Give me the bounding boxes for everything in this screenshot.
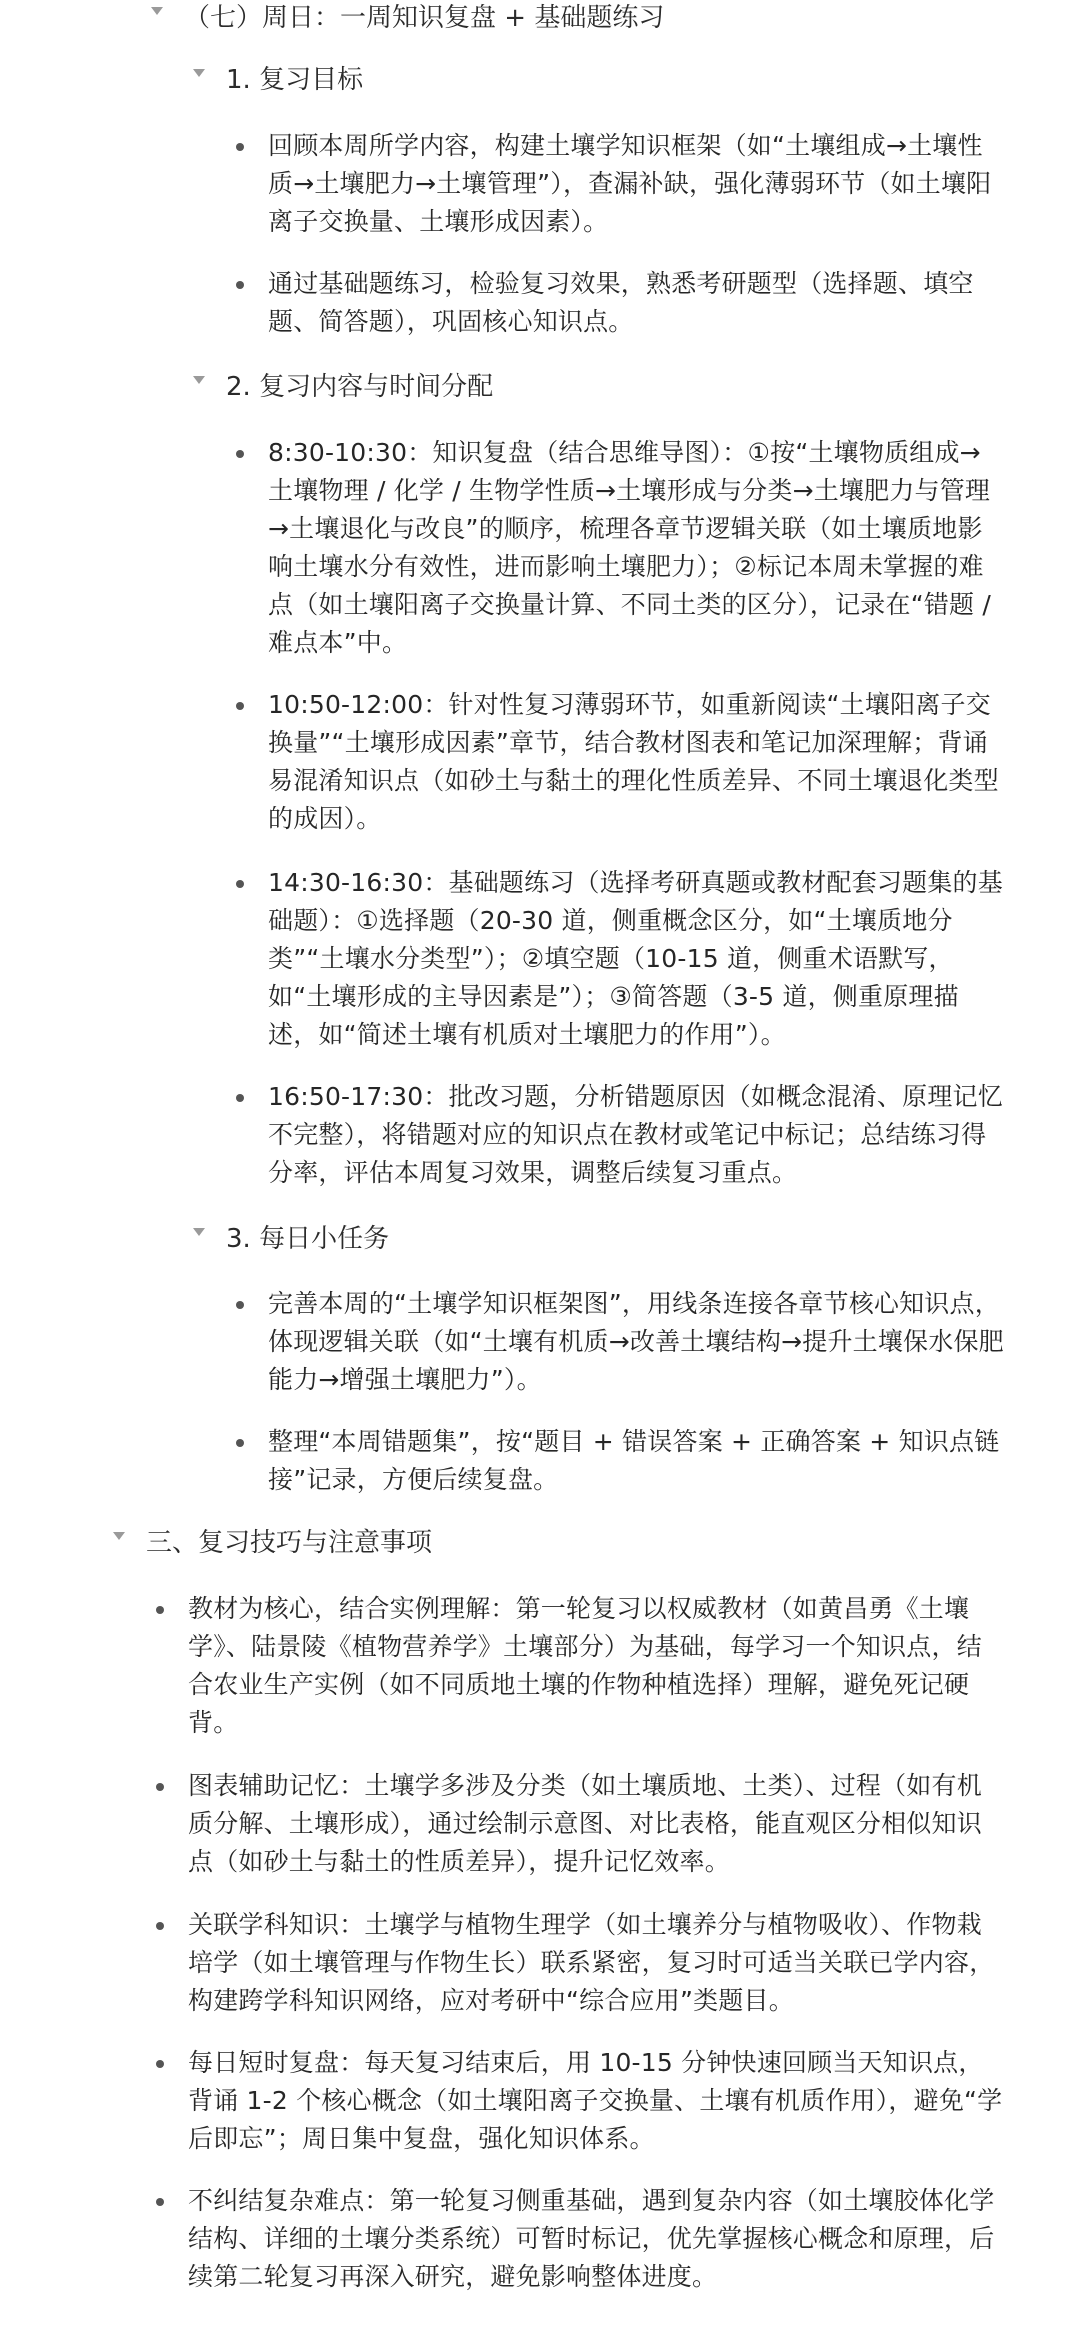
section-day7-header[interactable] xyxy=(148,0,664,38)
bullet-dot-icon xyxy=(236,702,244,710)
list-item-text: 回顾本周所学内容，构建土壤学知识框架（如“土壤组成→土壤性质→土壤肥力→土壤管理”），查漏补缺，强化薄弱环节（如土壤阳离子交换量、土壤形成因素）。 xyxy=(268,131,992,236)
list-item xyxy=(236,1078,1006,1192)
list-item xyxy=(236,434,1006,662)
bullet-dot-icon xyxy=(236,143,244,151)
list-item xyxy=(156,1767,1006,1881)
section-heading: （七）周日：一周知识复盘 + 基础题练习 xyxy=(184,3,665,33)
list-item xyxy=(236,686,1006,838)
list-item xyxy=(156,1590,1006,1742)
section-tips-header[interactable] xyxy=(110,1523,432,1563)
list-item-text: 10:50-12:00：针对性复习薄弱环节，如重新阅读“土壤阳离子交换量”“土壤形成因素”章节，结合教材图表和笔记加深理解；背诵易混淆知识点（如砂土与黏土的理化性质差异、不同土壤退化类型的成因）。 xyxy=(268,690,999,833)
list-item-text: 不纠结复杂难点：第一轮复习侧重基础，遇到复杂内容（如土壤胶体化学结构、详细的土壤分类系统）可暂时标记，优先掌握核心概念和原理，后续第二轮复习再深入研究，避免影响整体进度。 xyxy=(188,2186,995,2291)
bullet-dot-icon xyxy=(236,1301,244,1309)
list-item-text: 16:50-17:30：批改习题，分析错题原因（如概念混淆、原理记忆不完整），将错题对应的知识点在教材或笔记中标记；总结练习得分率，评估本周复习效果，调整后续复习重点。 xyxy=(268,1082,1003,1187)
list-item-text: 8:30-10:30：知识复盘（结合思维导图）：①按“土壤物质组成→土壤物理 / 化学 / 生物学性质→土壤形成与分类→土壤肥力与管理→土壤退化与改良”的顺序，梳理各章节逻辑关联（如土壤质地影响土壤水分有效性，进而影响土壤肥力）；②标记本周未掌握的难点（如土壤阳离子交换量计算、不同土类的区分），记录在“错题 / 难点本”中。 xyxy=(268,438,992,657)
list-item xyxy=(236,1285,1006,1399)
subsection-heading: 1. 复习目标 xyxy=(226,65,364,95)
bullet-dot-icon xyxy=(236,450,244,458)
bullet-dot-icon xyxy=(156,1606,164,1614)
list-item-text: 每日短时复盘：每天复习结束后，用 10-15 分钟快速回顾当天知识点，背诵 1-2 个核心概念（如土壤阳离子交换量、土壤有机质作用），避免“学后即忘”；周日集中复盘，强化知识体系。 xyxy=(188,2048,1003,2153)
list-item xyxy=(156,1906,1006,2020)
collapse-caret-icon[interactable] xyxy=(110,1523,128,1549)
bullet-dot-icon xyxy=(236,281,244,289)
list-item xyxy=(156,2044,1006,2158)
bullet-dot-icon xyxy=(156,1922,164,1930)
section-heading: 三、复习技巧与注意事项 xyxy=(146,1528,433,1558)
subsection-tasks-header[interactable] xyxy=(190,1219,389,1259)
subsection-heading: 2. 复习内容与时间分配 xyxy=(226,372,494,402)
bullet-dot-icon xyxy=(236,1439,244,1447)
list-item-text: 14:30-16:30：基础题练习（选择考研真题或教材配套习题集的基础题）：①选择题（20-30 道，侧重概念区分，如“土壤质地分类”“土壤水分类型”）；②填空题（10-15 道，侧重术语默写，如“土壤形成的主导因素是”）；③简答题（3-5 道，侧重原理描述，如“简述土壤有机质对土壤肥力的作用”）。 xyxy=(268,868,1003,1049)
bullet-dot-icon xyxy=(156,2198,164,2206)
list-item-text: 关联学科知识：土壤学与植物生理学（如土壤养分与植物吸收）、作物栽培学（如土壤管理与作物生长）联系紧密，复习时可适当关联已学内容，构建跨学科知识网络，应对考研中“综合应用”类题目。 xyxy=(188,1910,995,2015)
collapse-caret-icon[interactable] xyxy=(190,60,208,86)
list-item xyxy=(236,265,1006,341)
list-item xyxy=(236,127,1006,241)
collapse-caret-icon[interactable] xyxy=(190,367,208,393)
list-item xyxy=(236,1423,1006,1499)
list-item-text: 完善本周的“土壤学知识框架图”，用线条连接各章节核心知识点，体现逻辑关联（如“土壤有机质→改善土壤结构→提升土壤保水保肥能力→增强土壤肥力”）。 xyxy=(268,1289,1004,1394)
bullet-dot-icon xyxy=(156,1783,164,1791)
bullet-dot-icon xyxy=(156,2060,164,2068)
bullet-dot-icon xyxy=(236,880,244,888)
list-item xyxy=(156,2182,1006,2296)
collapse-caret-icon[interactable] xyxy=(190,1219,208,1245)
list-item-text: 整理“本周错题集”，按“题目 + 错误答案 + 正确答案 + 知识点链接”记录，方便后续复盘。 xyxy=(268,1427,1000,1494)
subsection-heading: 3. 每日小任务 xyxy=(226,1224,390,1254)
subsection-goal-header[interactable] xyxy=(190,60,363,100)
collapse-caret-icon[interactable] xyxy=(148,0,166,24)
subsection-schedule-header[interactable] xyxy=(190,367,493,407)
list-item-text: 图表辅助记忆：土壤学多涉及分类（如土壤质地、土类）、过程（如有机质分解、土壤形成），通过绘制示意图、对比表格，能直观区分相似知识点（如砂土与黏土的性质差异），提升记忆效率。 xyxy=(188,1771,982,1876)
list-item-text: 教材为核心，结合实例理解：第一轮复习以权威教材（如黄昌勇《土壤学》、陆景陵《植物营养学》土壤部分）为基础，每学习一个知识点，结合农业生产实例（如不同质地土壤的作物种植选择）理解，避免死记硬背。 xyxy=(188,1594,982,1737)
list-item-text: 通过基础题练习，检验复习效果，熟悉考研题型（选择题、填空题、简答题），巩固核心知识点。 xyxy=(268,269,974,336)
list-item xyxy=(236,864,1006,1054)
bullet-dot-icon xyxy=(236,1094,244,1102)
